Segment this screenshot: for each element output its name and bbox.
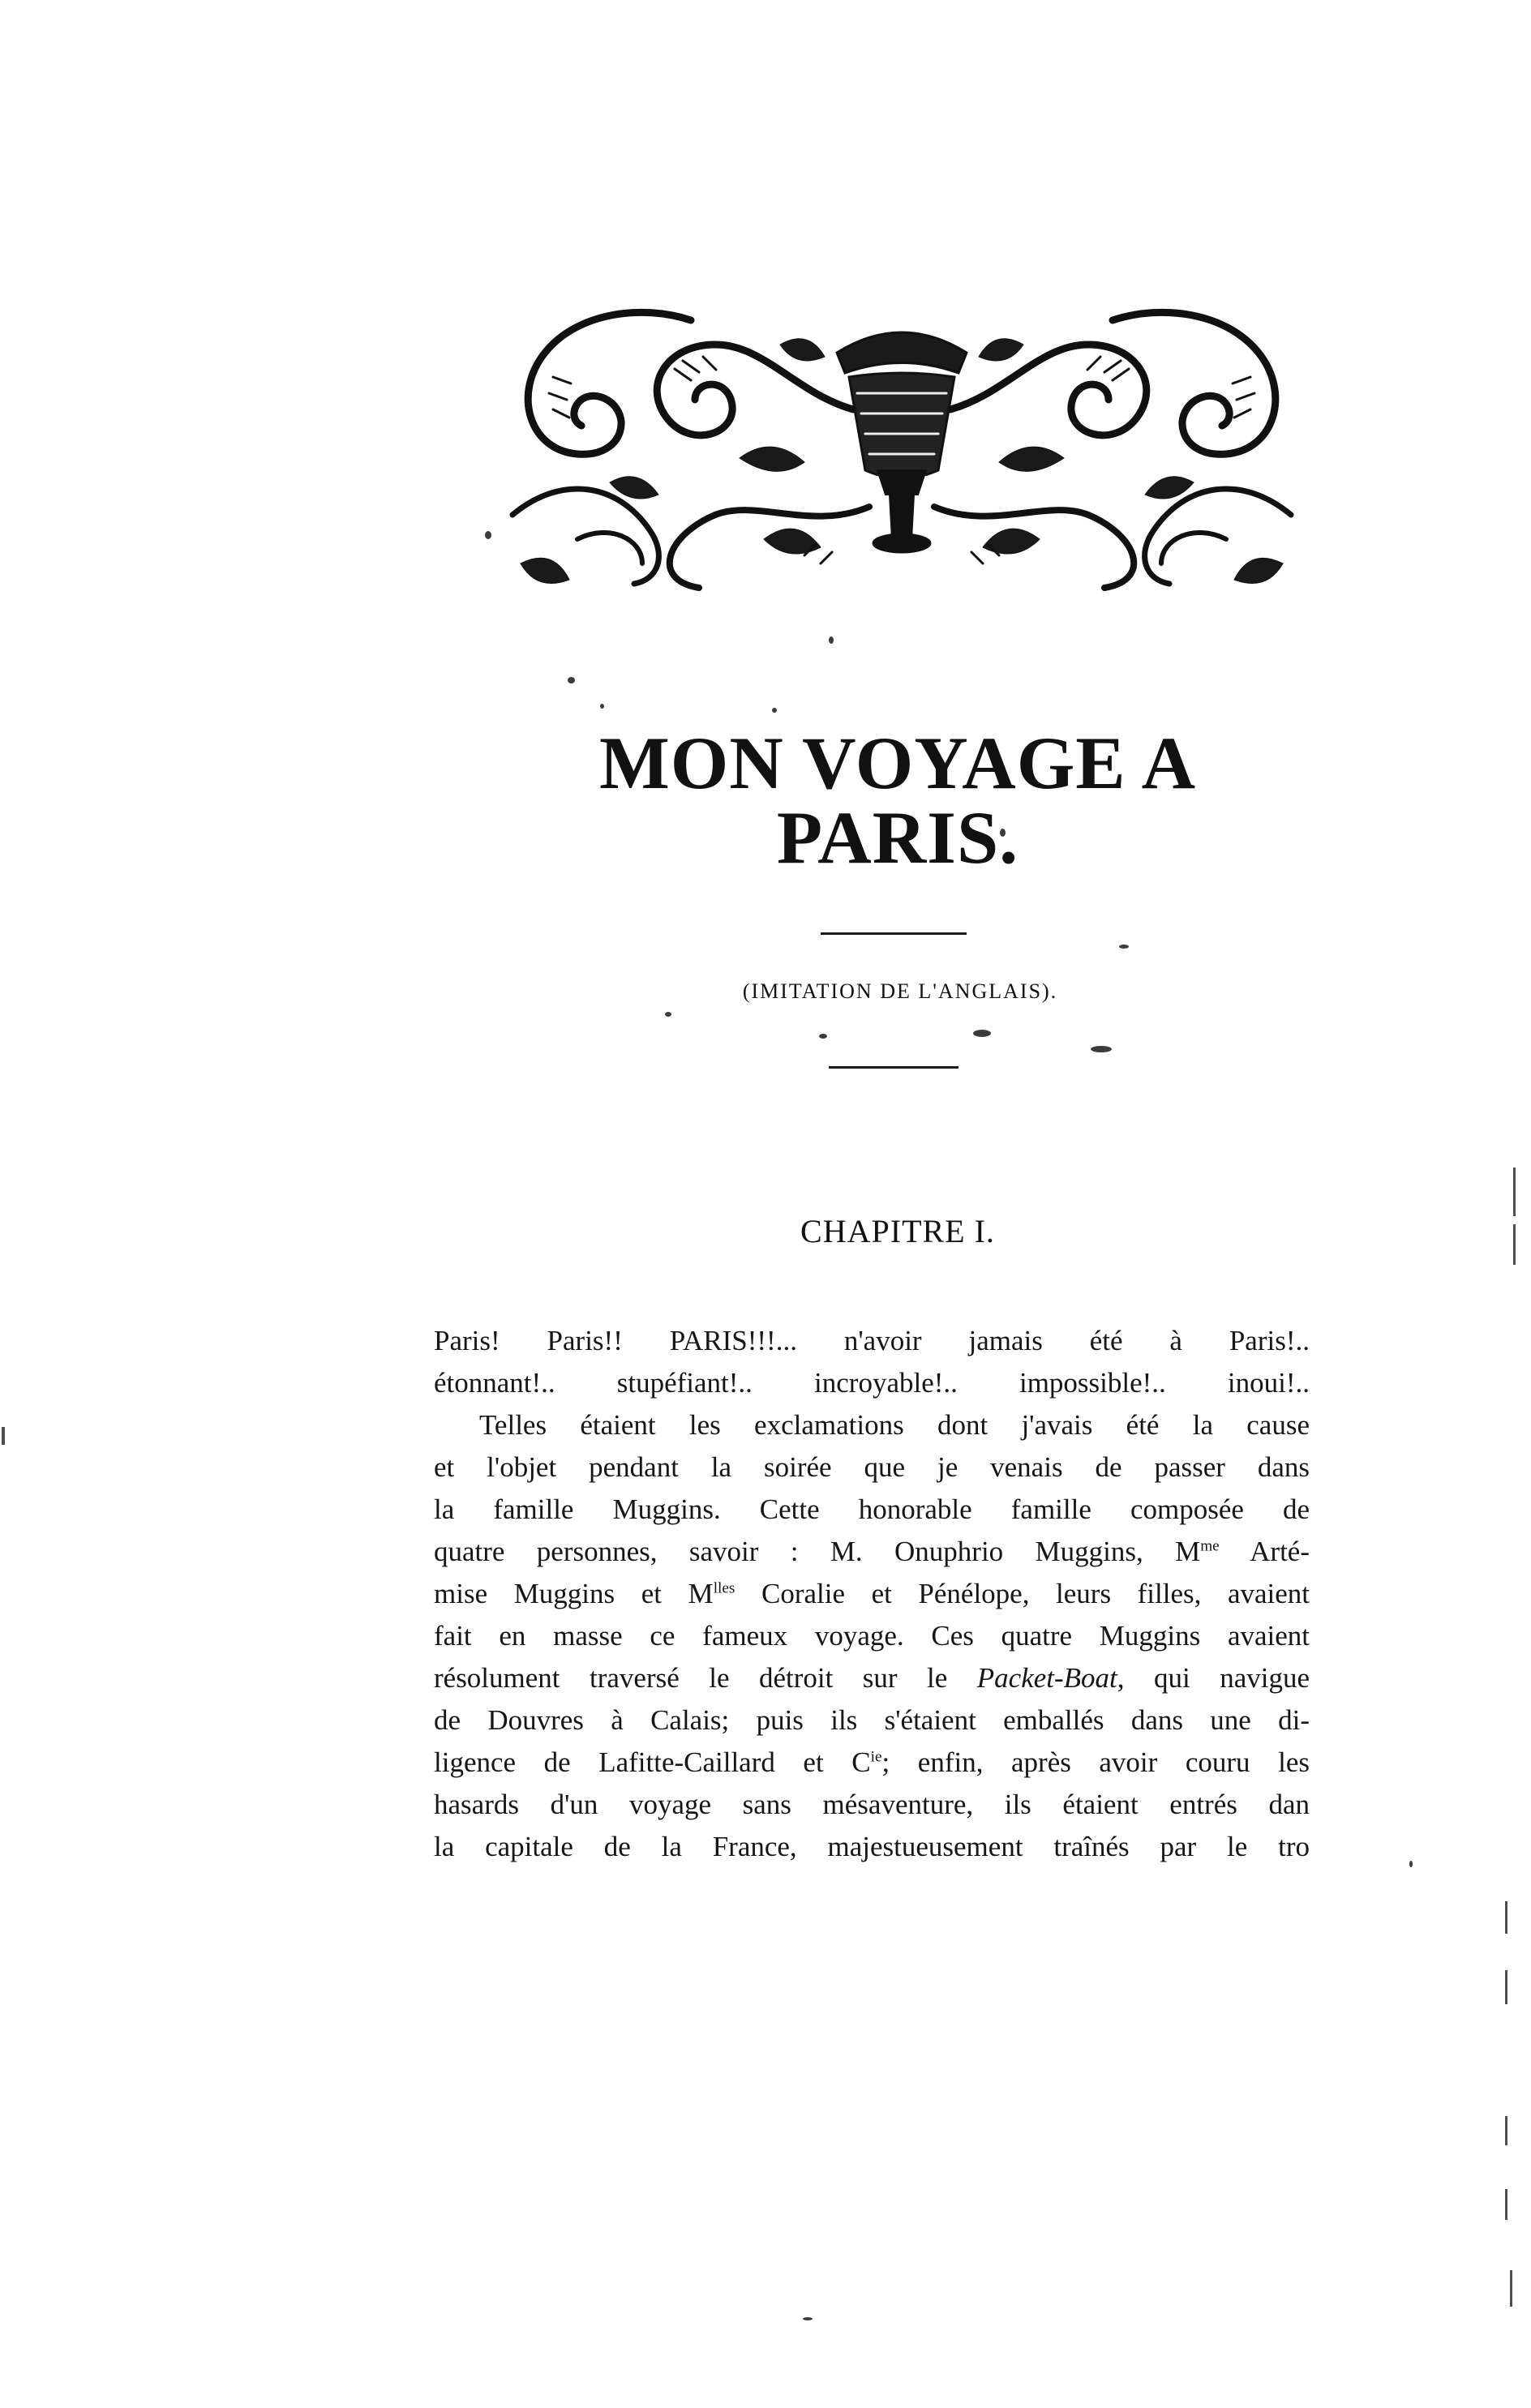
lower-rule <box>829 1066 958 1069</box>
body-line: Telles étaient les exclamations dont j'avais été la cause <box>479 1409 1310 1441</box>
body-line: hasards d'un voyage sans mésaventure, ils étaient entrés dan <box>434 1789 1310 1820</box>
scan-margin-line <box>1513 1224 1516 1265</box>
body-line-text: mise Muggins et M <box>434 1578 714 1609</box>
body-text <box>434 1320 1310 1868</box>
scan-margin-line <box>1505 2189 1507 2220</box>
body-line: Paris! Paris!! PARIS!!!... n'avoir jamais été à Paris!.. <box>434 1325 1310 1356</box>
scan-speck <box>819 1034 827 1039</box>
page-title: MON VOYAGE A PARIS. <box>598 722 1197 879</box>
scan-speck <box>1409 1861 1413 1867</box>
body-line: et l'objet pendant la soirée que je venais de passer dans <box>434 1451 1310 1483</box>
body-line-text: Arté- <box>1219 1536 1310 1567</box>
scan-margin-line <box>1510 2270 1512 2307</box>
scan-margin-line <box>1505 1901 1507 1934</box>
body-line <box>434 1657 1310 1699</box>
body-line: la famille Muggins. Cette honorable famille composée de <box>434 1493 1310 1525</box>
body-line-text: quatre personnes, savoir : M. Onuphrio Muggins, M <box>434 1536 1201 1567</box>
body-line: de Douvres à Calais; puis ils s'étaient emballés dans une di- <box>434 1704 1310 1736</box>
scan-margin-line <box>1513 1168 1516 1216</box>
subtitle: (IMITATION DE L'ANGLAIS). <box>742 979 1058 1003</box>
body-line-text: Coralie et Pénélope, leurs filles, avaient <box>735 1578 1310 1609</box>
body-line-text: ligence de Lafitte-Caillard et C <box>434 1746 871 1778</box>
scan-margin-line <box>1505 1970 1507 2004</box>
scan-speck <box>485 531 491 539</box>
upper-rule <box>821 932 967 935</box>
scan-speck <box>1091 1046 1112 1052</box>
decorative-vase-scroll-headpiece-icon <box>496 296 1307 604</box>
body-line-text: résolument traversé le détroit sur le <box>434 1662 977 1694</box>
scan-speck <box>772 708 777 713</box>
scan-speck <box>829 636 834 644</box>
superscript: me <box>1200 1537 1220 1555</box>
superscript: ie <box>870 1748 882 1766</box>
scan-speck <box>973 1030 991 1037</box>
body-line: fait en masse ce fameux voyage. Ces quatre Muggins avaient <box>434 1620 1310 1652</box>
scan-speck <box>665 1012 671 1017</box>
scan-speck <box>1119 945 1129 949</box>
body-line: la capitale de la France, majestueusement traînés par le tro <box>434 1831 1310 1862</box>
body-line <box>434 1573 1310 1615</box>
scan-speck <box>600 704 604 709</box>
body-line <box>434 1742 1310 1784</box>
scan-margin-line <box>1505 2116 1507 2145</box>
body-line <box>434 1531 1310 1573</box>
scan-speck <box>803 2317 813 2320</box>
chapter-heading: CHAPITRE I. <box>800 1213 995 1249</box>
superscript: lles <box>713 1579 735 1597</box>
scan-speck <box>568 677 575 683</box>
body-line-text: ; enfin, après avoir couru les <box>881 1746 1310 1778</box>
body-line-text: , qui navigue <box>1117 1662 1310 1694</box>
italic-text: Packet-Boat <box>976 1662 1117 1694</box>
body-line: étonnant!.. stupéfiant!.. incroyable!.. impossible!.. inoui!.. <box>434 1367 1310 1399</box>
scan-margin-line <box>2 1427 5 1445</box>
